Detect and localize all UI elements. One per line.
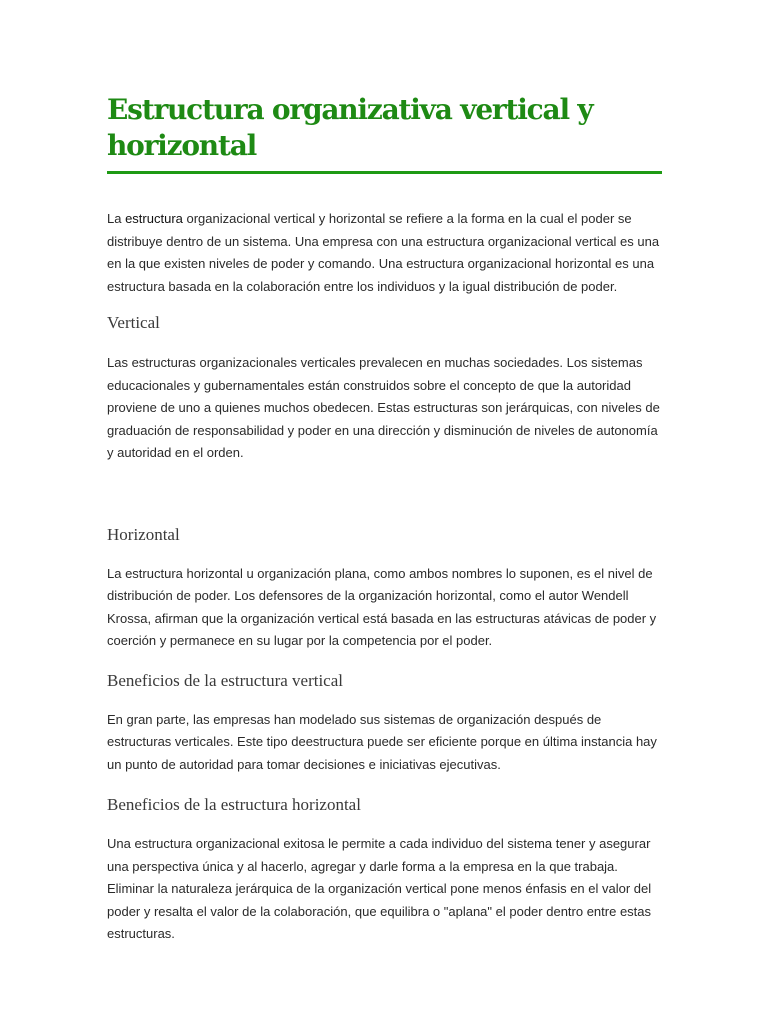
article bbox=[107, 92, 662, 946]
intro-prefix: La bbox=[107, 211, 126, 226]
section-heading-vertical: Vertical bbox=[107, 313, 160, 332]
section-text-horizontal: La estructura horizontal u organización plana, como ambos nombres lo suponen, es el nivel de distribución de poder. Los defensores de la organización horizontal, como el autor Wendell Krossa, afirman que la organización vertical está basada en las estructuras atávicas de poder y coerción y permanece en su lugar por la competencia por el poder. bbox=[107, 565, 657, 648]
intro-link-estructura[interactable]: estructura bbox=[125, 211, 183, 226]
intro-paragraph bbox=[107, 208, 662, 298]
section-heading-horizontal: Horizontal bbox=[107, 524, 180, 544]
intro-rest: organizacional vertical y horizontal se refiere a la forma en la cual el poder se distribuye dentro de un sistema. Una empresa con una estructura organizacional vertical es una en la que existen niveles de poder y comando. Una estructura organizacional horizontal es una estructura basada en la colaboración entre los individuos y la igual distribución de poder. bbox=[107, 211, 660, 294]
section-heading-benefits-horizontal: Beneficios de la estructura horizontal bbox=[107, 795, 361, 814]
section-text-benefits-horizontal: Una estructura organizacional exitosa le permite a cada individuo del sistema tener y asegurar una perspectiva única y al hacerlo, agregar y darle forma a la empresa en la que trabaja. Eliminar la naturaleza jerárquica de la organización vertical pone menos énfasis en el valor del poder y resalta el valor de la colaboración, que equilibra o "aplana" el poder dentro entre estas estructuras. bbox=[107, 836, 652, 941]
section-heading-benefits-vertical: Beneficios de la estructura vertical bbox=[107, 670, 343, 690]
page-title: Estructura organizativa vertical y horizontal bbox=[107, 92, 662, 174]
section-text-vertical: Las estructuras organizacionales verticales prevalecen en muchas sociedades. Los sistemas educacionales y gubernamentales están construidos sobre el concepto de que la autoridad proviene de uno a quienes muchos obedecen. Estas estructuras son jerárquicas, con niveles de graduación de responsabilidad y poder en una dirección y disminución de niveles de autonomía y autoridad en el orden. bbox=[107, 355, 660, 460]
section-text-benefits-vertical: En gran parte, las empresas han modelado sus sistemas de organización después de estructuras verticales. Este tipo deestructura puede ser eficiente porque en última instancia hay un punto de autoridad para tomar decisiones e iniciativas ejecutivas. bbox=[107, 711, 657, 772]
